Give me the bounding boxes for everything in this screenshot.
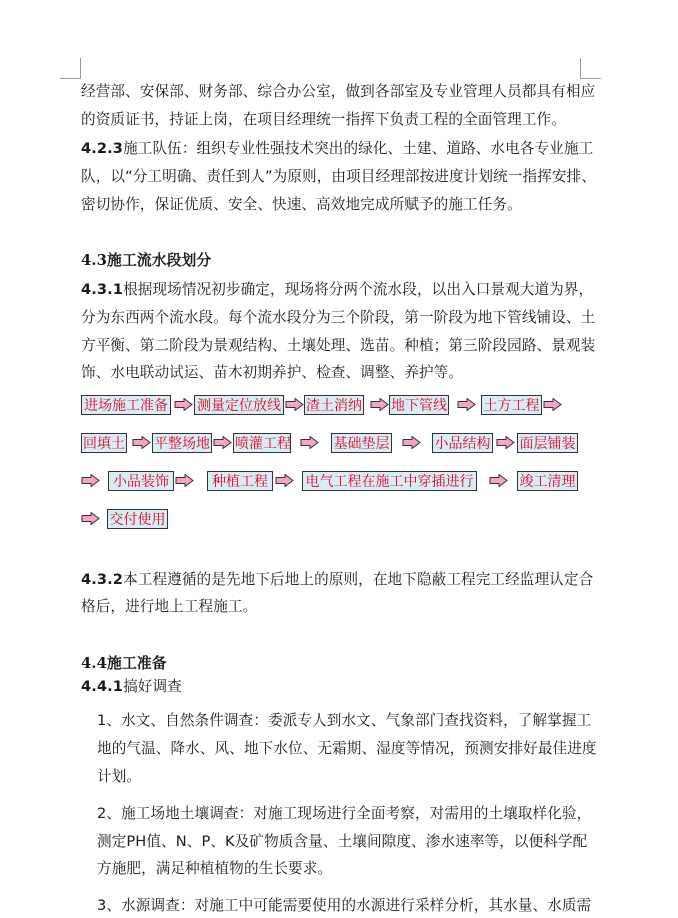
paragraph-line: 队，以“分工明确、责任到人”为原则，由项目经理部按进度计划统一指挥安排、 [81, 168, 596, 185]
arrow-right-icon [174, 398, 193, 411]
section-text: 搞好调查 [123, 678, 182, 695]
list-item-line: 3、水源调查：对施工中可能需要使用的水源进行采样分析，其水量、水质需 [97, 897, 592, 914]
heading-4-4: 4.4施工准备 [81, 655, 167, 672]
section-number: 4.2.3 [81, 140, 124, 157]
flow-step: 地下管线 [389, 395, 449, 415]
flow-step: 种植工程 [207, 471, 273, 491]
flow-step: 测量定位放线 [194, 395, 284, 415]
section-number: 4.4.1 [81, 678, 124, 695]
list-item-line: 地的气温、降水、风、地下水位、无霜期、湿度等情况，预测安排好最佳进度 [97, 740, 597, 757]
section-number: 4.3.2 [81, 571, 124, 588]
section-4-3-1-line [81, 280, 593, 300]
section-4-4-1-line [81, 677, 182, 697]
section-text: 根据现场情况初步确定，现场将分两个流水段，以出入口景观大道为界， [123, 281, 594, 298]
paragraph-line: 格后，进行地上工程施工。 [81, 598, 258, 615]
list-item-line: 2、施工场地土壤调查：对施工现场进行全面考察，对需用的土壤取样化验， [97, 805, 592, 822]
paragraph-line: 的资质证书，持证上岗，在项目经理统一指挥下负责工程的全面管理工作。 [81, 111, 566, 128]
flow-step: 面层铺装 [517, 433, 578, 453]
arrow-right-icon [496, 436, 515, 449]
heading-4-3: 4.3施工流水段划分 [81, 252, 212, 269]
section-number: 4.3.1 [81, 281, 124, 298]
flow-step: 喷灌工程 [233, 433, 291, 453]
arrow-right-icon [489, 474, 508, 487]
paragraph-line: 分为东西两个流水段。每个流水段分为三个阶段，第一阶段为地下管线铺设、土 [81, 309, 596, 326]
flow-step: 回填土 [81, 433, 127, 453]
list-item-line: 1、水文、自然条件调查：委派专人到水文、气象部门查找资料，了解掌握工 [97, 712, 592, 729]
flow-step: 进场施工准备 [81, 395, 171, 415]
section-text: 施工队伍：组织专业性强技术突出的绿化、土建、道路、水电各专业施工 [123, 140, 594, 157]
flow-step: 小品结构 [432, 433, 493, 453]
flow-step: 电气工程在施工中穿插进行 [302, 471, 477, 491]
arrow-right-icon [285, 398, 304, 411]
arrow-right-icon [370, 398, 389, 411]
paragraph-line: 经营部、安保部、财务部、综合办公室，做到各部室及专业管理人员都具有相应 [81, 83, 596, 100]
flow-step: 平整场地 [152, 433, 212, 453]
arrow-right-icon [132, 436, 151, 449]
arrow-right-icon [275, 474, 294, 487]
arrow-right-icon [300, 436, 319, 449]
arrow-right-icon [543, 398, 562, 411]
list-item-line: 计划。 [97, 768, 142, 785]
list-item-line: 方施肥，满足种植植物的生长要求。 [97, 860, 333, 877]
arrow-right-icon [402, 436, 421, 449]
section-4-2-3-line [81, 139, 593, 159]
paragraph-line: 方平衡、第二阶段为景观结构、土壤处理、选苗。种植；第三阶段园路、景观装 [81, 337, 596, 354]
section-4-3-2-line [81, 570, 593, 590]
arrow-right-icon [213, 436, 232, 449]
arrow-right-icon [457, 398, 476, 411]
flow-step: 土方工程 [481, 395, 542, 415]
list-item-line: 测定PH值、N、P、K及矿物质含量、土壤间隙度、渗水速率等，以便科学配 [97, 833, 588, 850]
arrow-right-icon [81, 474, 100, 487]
flow-step: 基础垫层 [331, 433, 392, 453]
page-corner-mark-top-right [580, 58, 601, 79]
flow-step: 竣工清理 [517, 471, 578, 491]
page-corner-mark-top-left [60, 58, 81, 79]
section-text: 本工程遵循的是先地下后地上的原则，在地下隐蔽工程完工经监理认定合 [123, 571, 594, 588]
flow-step: 交付使用 [107, 509, 168, 529]
arrow-right-icon [175, 474, 194, 487]
paragraph-line: 饰、水电联动试运、苗木初期养护、检查、调整、养护等。 [81, 364, 464, 381]
flow-step: 渣土消纳 [304, 395, 364, 415]
paragraph-line: 密切协作，保证优质、安全、快速、高效地完成所赋予的施工任务。 [81, 196, 522, 213]
arrow-right-icon [81, 512, 100, 525]
flow-step: 小品装饰 [108, 471, 174, 491]
